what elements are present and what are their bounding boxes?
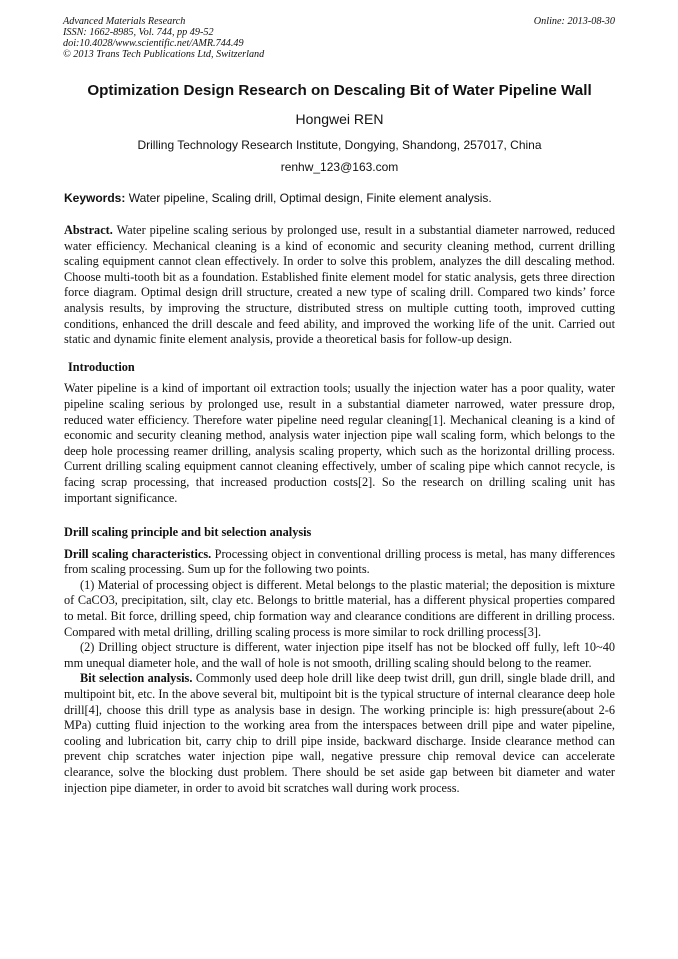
paper-body <box>64 82 615 796</box>
paper-author: Hongwei REN <box>295 111 384 127</box>
journal-issn: ISSN: 1662-8985, Vol. 744, pp 49-52 <box>63 27 214 38</box>
paper-title: Optimization Design Research on Descaling Bit of Water Pipeline Wall <box>87 82 592 99</box>
point-1-paragraph: (1) Material of processing object is different. Metal belongs to the plastic material; the deposition is mixture of CaCO3, precipitation, silt, clay etc. Belongs to brittle material, has a different physical properties compared to metal. Bit force, drilling speed, chip formation way and clearance conditions are different in drilling process. Compared with metal drilling, drilling scaling process is more similar to rock drilling process[3]. <box>64 577 615 639</box>
keywords-label: Keywords: <box>64 191 126 205</box>
abstract-paragraph <box>64 223 615 348</box>
online-date: Online: 2013-08-30 <box>533 16 615 27</box>
journal-name: Advanced Materials Research <box>63 16 186 27</box>
paper-affiliation: Drilling Technology Research Institute, Dongying, Shandong, 257017, China <box>137 138 542 152</box>
keywords-text: Water pipeline, Scaling drill, Optimal design, Finite element analysis. <box>128 191 492 205</box>
scaling-characteristics-label: Drill scaling characteristics. <box>64 546 212 561</box>
introduction-heading: Introduction <box>68 359 135 374</box>
bit-selection-text: Commonly used deep hole drill like deep twist drill, gun drill, single blade drill, and multipoint bit, etc. In the above several bit, multipoint bit is the typical structure of internal clearance deep hole drill[4], choose this drill type as analysis base in design. The working principle is: high pressure(about 2-6 MPa) cutting fluid injection to the working area from the interspaces between drill pipe and water pipeline, cooling and lubrication bit, carry chip to drill pipe inside, backward discharge. Inside clearance method can prevent chip scratches water injection pipe wall, negative pressure chip removal device can accelerate clearance, solve the blocking dust problem. There should be set aside gap between bit diameter and water injection pipe diameter, in order to avoid bit scratches wall during work process. <box>64 671 616 795</box>
bit-selection-paragraph <box>64 671 615 796</box>
abstract-label: Abstract. <box>64 223 113 237</box>
point-2-paragraph: (2) Drilling object structure is different, water injection pipe itself has not be blocked off fully, left 10~40 mm unequal diameter hole, and the wall of hole is not smooth, drilling scaling should belong to the reamer. <box>64 640 615 670</box>
keywords <box>64 190 615 206</box>
section2-heading: Drill scaling principle and bit selection analysis <box>64 525 312 540</box>
scaling-characteristics-text: Processing object in conventional drilling process is metal, has many differences from scaling processing. Sum up for the following two points. <box>64 546 616 577</box>
journal-doi: doi:10.4028/www.scientific.net/AMR.744.49 <box>63 38 244 49</box>
introduction-paragraph: Water pipeline is a kind of important oil extraction tools; usually the injection water has a poor quality, water pipeline scaling serious by prolonged use, result in a substantial diameter narrowed, water pressure drop, reduced water efficiency. Therefore water pipeline need regular cleaning[1]. Mechanical cleaning is a kind of economic and security cleaning method, analysis water injection pipe wall scaling form, which belongs to the deep hole processing reamer drilling, analysis scaling property, which such as the horizontal drilling process. Current drilling scaling equipment cannot cleaning effectively, umber of scaling pipe which cannot recycle, is facing scrap processing, that increased production costs[2]. So the research on drilling scaling unit has important significance. <box>64 381 615 505</box>
bit-selection-label: Bit selection analysis. <box>80 671 193 686</box>
abstract-text: Water pipeline scaling serious by prolonged use, result in a substantial diameter narrowed, reduced water efficiency. Mechanical cleaning is a kind of economic and security cleaning method, current drilling scaling equipment cannot clean effectively. In order to solve this problem, analyzes the dill descaling method. Choose multi-tooth bit as a foundation. Established finite element model for static analysis, gets three direction force diagram. Optimal design drill structure, created a new type of scaling drill. Compared two kinds’ force analysis results, by improving the structure, distributed stress on multiple cutting tooth, improved cutting conditions, enhanced the drill descale and feed ability, and improved the working life of the unit. Carried out static and dynamic finite element analysis, provide a theoretical basis for follow-up design. <box>64 223 615 347</box>
journal-copyright: © 2013 Trans Tech Publications Ltd, Switzerland <box>63 49 265 60</box>
scaling-characteristics-paragraph <box>64 547 615 578</box>
journal-header <box>63 16 264 60</box>
paper-email: renhw_123@163.com <box>280 160 399 174</box>
